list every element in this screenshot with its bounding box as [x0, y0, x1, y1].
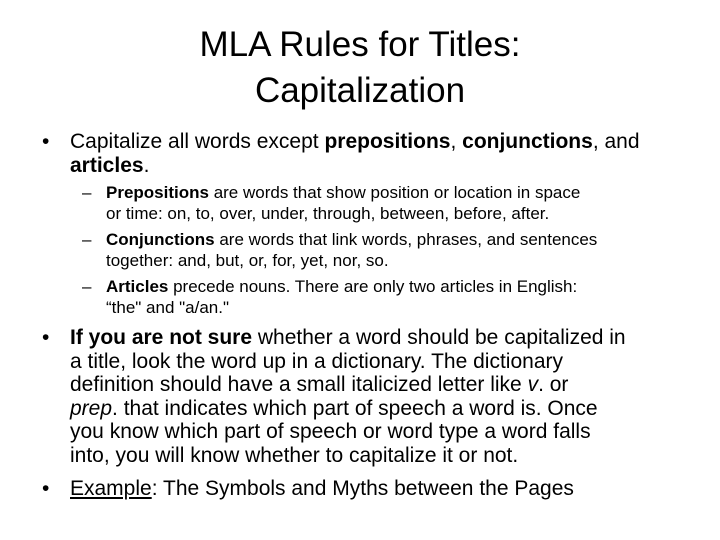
bullet-1-separator: , [450, 130, 463, 153]
bullet-2-line-1-rest: whether a word should be capitalized in [252, 326, 626, 349]
sub-bullet-articles [82, 277, 578, 318]
bullet-mark: • [42, 477, 50, 500]
dash-mark: – [82, 230, 92, 249]
sub-2-text-a: are words that link words, phrases, and sentences [214, 230, 598, 249]
italic-v: v [527, 373, 539, 396]
bullet-capitalize-rule [42, 130, 640, 177]
bullet-2-line-3-a: definition should have a small italicized letter like [70, 373, 528, 396]
italic-prep: prep [70, 396, 113, 420]
bullet-1-text-and: , and [592, 130, 640, 153]
title-line-1: MLA Rules for Titles: [199, 25, 521, 64]
sub-3-line-1 [106, 277, 577, 298]
example-title: : The Symbols and Myths between the Pages [151, 477, 574, 500]
sub-2-line-1 [106, 230, 597, 251]
slide-title [0, 22, 720, 114]
sub-1-text-a: are words that show position or location in space [208, 183, 581, 202]
bullet-3-line-1 [70, 477, 574, 501]
bullet-1-period: . [143, 153, 150, 177]
sub-2-line-2: together: and, but, or, for, yet, nor, so. [106, 250, 389, 270]
bullet-1-line-2 [70, 154, 640, 178]
bullet-not-sure [42, 326, 626, 467]
bold-articles: articles [70, 153, 144, 177]
dash-mark: – [82, 277, 92, 296]
bold-term-articles: Articles [106, 277, 169, 296]
bold-not-sure: If you are not sure [70, 326, 253, 349]
bullet-2-line-3 [70, 373, 626, 397]
bullet-mark: • [42, 326, 50, 349]
bullet-example [42, 477, 574, 501]
bullet-2-line-6: into, you will know whether to capitalize it or not. [70, 443, 519, 467]
bullet-2-line-4-rest: . that indicates which part of speech a word is. Once [112, 396, 598, 420]
sub-bullet-conjunctions [82, 230, 598, 271]
title-line-2: Capitalization [254, 71, 466, 110]
bullet-2-line-2: a title, look the word up in a dictionary. The dictionary [70, 349, 563, 373]
dash-mark: – [82, 183, 92, 202]
sub-1-line-1 [106, 183, 580, 204]
bold-prepositions: prepositions [324, 130, 451, 153]
underlined-example: Example [70, 477, 152, 500]
bullet-2-line-4 [70, 397, 626, 421]
bullet-2-line-3-b: . or [538, 373, 569, 396]
bold-term-conjunctions: Conjunctions [106, 230, 215, 249]
bold-conjunctions: conjunctions [462, 130, 593, 153]
sub-bullet-prepositions [82, 183, 581, 224]
sub-3-line-2: “the" and "a/an." [106, 297, 230, 317]
bullet-1-text: Capitalize all words except [70, 130, 325, 153]
sub-3-text-a: precede nouns. There are only two articles in English: [168, 277, 578, 296]
sub-1-line-2: or time: on, to, over, under, through, between, before, after. [106, 203, 550, 223]
bullet-2-line-5: you know which part of speech or word type a word falls [70, 420, 591, 443]
bold-term-prepositions: Prepositions [106, 183, 209, 202]
bullet-2-line-1 [70, 326, 626, 350]
bullet-mark: • [42, 130, 50, 153]
bullet-1-line-1 [70, 130, 640, 154]
